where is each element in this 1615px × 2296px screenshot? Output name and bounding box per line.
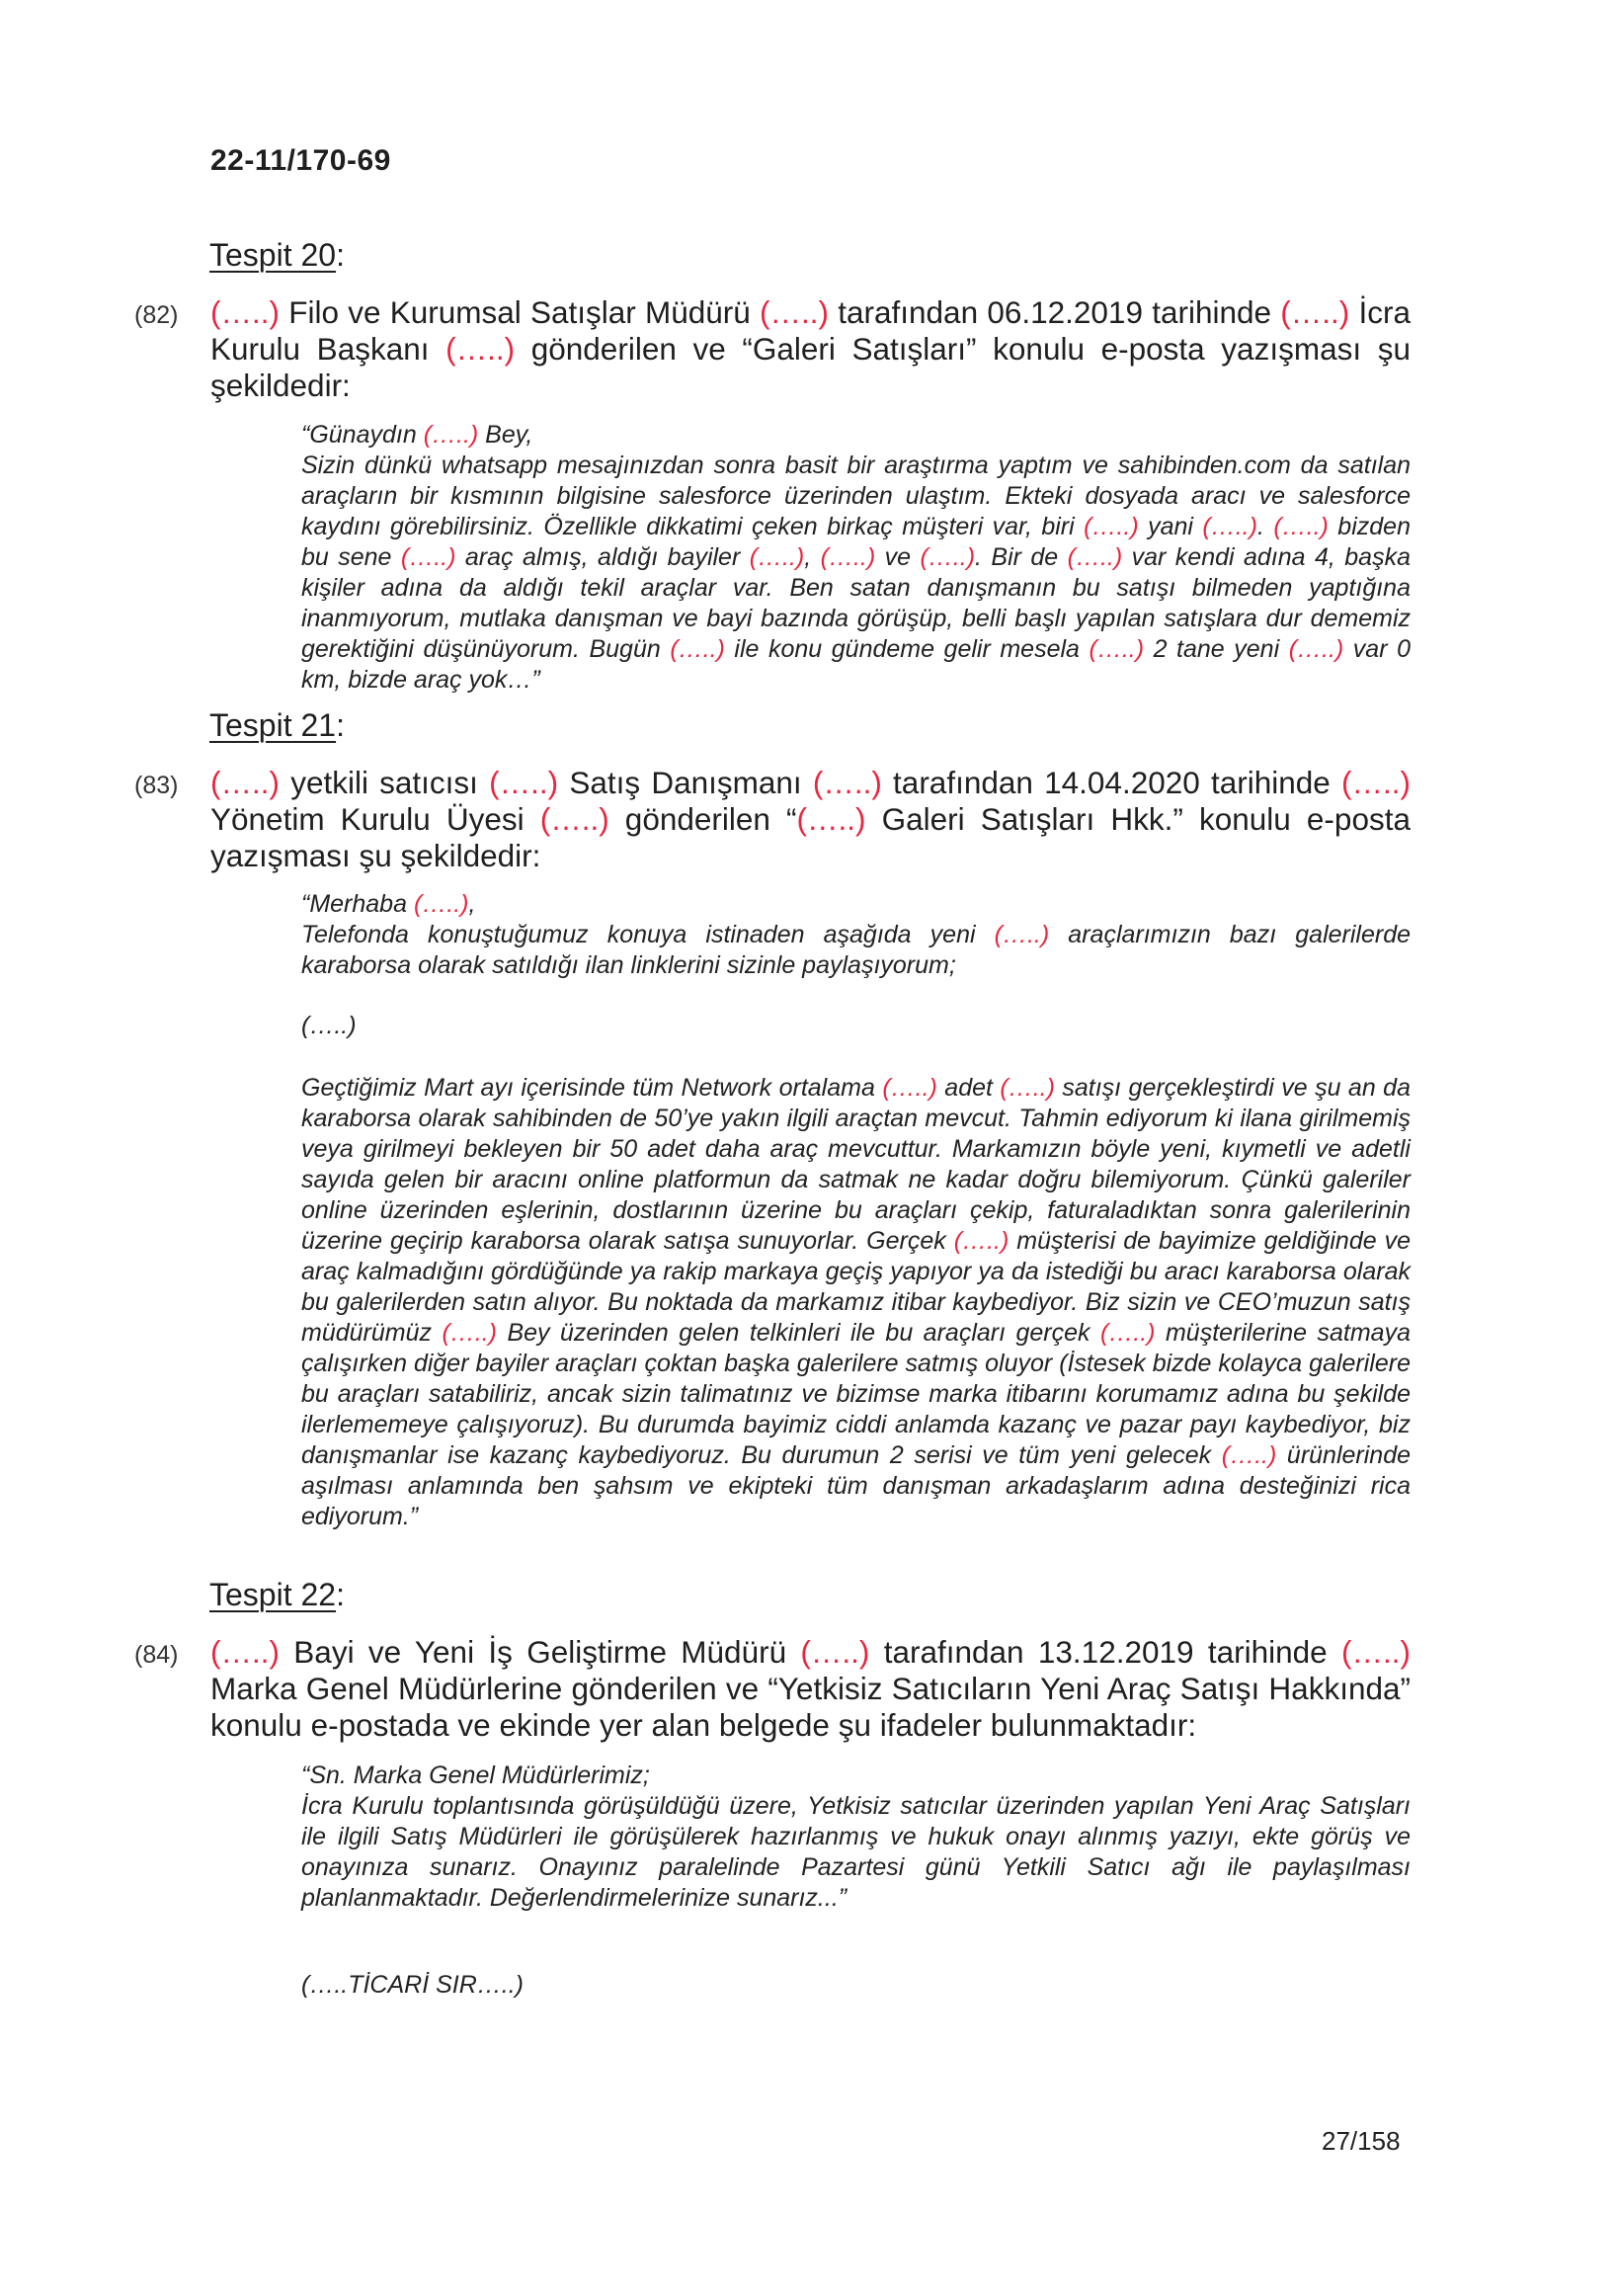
paragraph-text: tarafından 13.12.2019 tarihinde: [869, 1634, 1342, 1670]
quote-text: var kendi adına 4, başka kişiler adına da aldığı tekil araçlar var. Ben satan danışmanın bu satışı bilmeden yaptığına inanmıyorum, mutlaka danışman ve bayi bazında görüşüp, belli başlı yapılan satışlara dur dememiz gerektiğini düşünüyorum. Bugün: [301, 543, 1411, 663]
quote-text: .: [1256, 513, 1274, 540]
redaction: (…..): [400, 543, 456, 571]
paragraph-text: Satış Danışmanı: [558, 765, 813, 800]
email-quote-84: [301, 1761, 1411, 1914]
paragraph-83: [210, 765, 1411, 874]
redaction: (…..): [1067, 543, 1123, 571]
quote-text: ,: [804, 543, 821, 571]
redaction: (…..): [670, 635, 725, 663]
quote-line: [301, 889, 1411, 920]
quote-text: araçlarımızın bazı galerilerde karaborsa olarak satıldığı ilan linklerini sizinle paylaşıyorum;: [301, 921, 1411, 979]
quote-line: [301, 420, 1411, 451]
section-heading-tespit-20: Tespit 20:: [209, 237, 345, 273]
quote-text: ve: [875, 543, 921, 571]
quote-text: ürünlerinde aşılması anlamında ben şahsım ve ekipteki tüm danışman arkadaşlarım adına desteğinizi rica ediyorum.”: [301, 1441, 1411, 1530]
redaction: (…..): [445, 331, 516, 367]
redaction: (…..): [812, 765, 882, 800]
quote-text: Bey üzerinden gelen telkinleri ile bu araçları gerçek: [497, 1319, 1100, 1347]
redaction: (…..): [413, 890, 469, 918]
quote-text: bizden bu sene: [301, 513, 1411, 571]
redaction: (…..): [920, 543, 976, 571]
quote-text: araç almış, aldığı bayiler: [455, 543, 750, 571]
redaction: (…..): [1099, 1319, 1156, 1347]
redaction: (…..): [1221, 1441, 1277, 1469]
redaction: (…..): [994, 921, 1050, 948]
quote-text: Sizin dünkü whatsapp mesajınızdan sonra basit bir araştırma yaptım ve sahibinden.com da satılan araçların bir kısmının bilgisine salesforce üzerinden ulaştım. Ekteki dosyada aracı ve salesforce kaydını görebilirsiniz. Özellikle dikkatimi çeken birkaç müşteri var, biri: [301, 451, 1411, 540]
redaction: (…..): [796, 801, 866, 837]
email-quote-82: [301, 420, 1411, 696]
page-number: 27/158: [1322, 2126, 1401, 2156]
paragraph-text: İcra Kurulu Başkanı: [210, 294, 1411, 367]
paragraph-text: yetkili satıcısı: [279, 765, 490, 800]
email-quote-83-body: [301, 1073, 1411, 1532]
quote-text: Bey,: [478, 421, 533, 449]
redaction: (…..): [1341, 1634, 1412, 1670]
redaction: (…..): [1288, 635, 1344, 663]
quote-text: satışı gerçekleştirdi ve şu an da karaborsa olarak sahibinden de 50’ye yakın ilgili araçtan mevcut. Tahmin ediyorum ki ilana girilmemiş veya girilmeyi bekleyen bir 50 adet daha araç mevcuttur. Markamızın böyle yeni, kıymetli ve adetli sayıda gelen bir aracını online platformun da satmak ne kadar doğru bilemiyorum. Çünkü galeriler online üzerinden eşlerinin, dostlarının üzerine bu araçları çekip, faturaladıktan sonra galerilerinin üzerine geçirip karaborsa olarak satışa sunuyorlar. Gerçek: [301, 1074, 1411, 1255]
quote-text: . Bir de: [975, 543, 1068, 571]
paragraph-82: [210, 294, 1411, 404]
paragraph-text: Yönetim Kurulu Üyesi: [210, 801, 540, 837]
quote-text: müşterilerine satmaya çalışırken diğer bayiler araçları çoktan başka galerilere satmış oluyor (İstesek bizde kolayca galerilere bu araçları satabiliriz, ancak sizin talimatınız ve bizimse marka itibarını korumamız adına bu şekilde ilerlememeye çalışıyoruz). Bu durumda bayimiz ciddi anlamda kazanç ve pazar payı kaybediyor, biz danışmanlar ise kazanç kaybediyoruz. Bu durumun 2 serisi ve tüm yeni gelecek: [301, 1319, 1411, 1469]
redaction: (…..): [423, 421, 479, 449]
paragraph-number-82: (82): [134, 301, 179, 329]
section-title: Tespit 20: [209, 237, 337, 273]
quote-text: müşterisi de bayimize geldiğinde ve araç kalmadığını gördüğünde ya rakip markaya geçiş yapıyor ya da istediği bu aracı karaborsa olarak bu galerilerden satın alıyor. Bu noktada da markamız itibar kaybediyor. Biz sizin ve CEO’muzun satış müdürümüz: [301, 1227, 1411, 1347]
paragraph-text: Filo ve Kurumsal Satışlar Müdürü: [279, 294, 761, 330]
email-quote-83-intro: [301, 889, 1411, 981]
quote-text: ,: [468, 890, 476, 918]
paragraph-text: gönderilen “: [608, 801, 797, 837]
redaction: (…..): [210, 294, 280, 330]
redaction: (…..): [539, 801, 609, 837]
trade-secret-redaction: (…..TİCARİ SIR…..): [301, 1971, 524, 1999]
quote-text: İcra Kurulu toplantısında görüşüldüğü üzere, Yetkisiz satıcılar üzerinden yapılan Yeni Araç Satışları ile ilgili Satış Müdürleri ile görüşülerek hazırlanmış ve hukuk onayı alınmış yazıyı, ekte görüş ve onayınıza sunarız. Onayınız paralelinde Pazartesi günü Yetkili Satıcı ağı ile paylaşılması planlanmaktadır. Değerlendirmelerinize sunarız...”: [301, 1792, 1411, 1912]
quote-text: “Günaydın: [301, 421, 424, 449]
quote-text: 2 tane yeni: [1144, 635, 1289, 663]
paragraph-84: [210, 1634, 1411, 1744]
section-heading-tespit-21: Tespit 21:: [209, 707, 345, 743]
quote-text: var 0 km, bizde araç yok…”: [301, 635, 1411, 694]
redaction: (…..): [442, 1319, 497, 1347]
paragraph-text: gönderilen ve “Galeri Satışları” konulu e-posta yazışması şu şekildedir:: [210, 331, 1411, 403]
redaction: (…..): [882, 1074, 937, 1102]
redaction: (…..): [760, 294, 829, 330]
quote-text: yani: [1138, 513, 1203, 540]
section-heading-tespit-22: Tespit 22:: [209, 1577, 345, 1612]
redaction: (…..): [1280, 294, 1350, 330]
quote-text: Telefonda konuştuğumuz konuya istinaden aşağıda yeni: [301, 921, 995, 948]
paragraph-text: Marka Genel Müdürlerine gönderilen ve “Yetkisiz Satıcıların Yeni Araç Satışı Hakkında” konulu e-postada ve ekinde yer alan belgede şu ifadeler bulunmaktadır:: [210, 1671, 1411, 1743]
redaction: (…..): [749, 543, 805, 571]
redaction: (…..): [1273, 513, 1329, 540]
section-title: Tespit 22: [209, 1577, 337, 1612]
quote-text: Geçtiğimiz Mart ayı içerisinde tüm Network ortalama: [301, 1074, 883, 1102]
quote-line: “Sn. Marka Genel Müdürlerimiz;: [301, 1762, 650, 1789]
redaction: (…..): [210, 1634, 280, 1670]
section-title: Tespit 21: [209, 707, 337, 743]
redaction: (…..): [1084, 513, 1139, 540]
redaction: (…..): [489, 765, 559, 800]
redaction: (…..): [1341, 765, 1411, 800]
redaction: (…..): [820, 543, 876, 571]
paragraph-text: Galeri Satışları Hkk.” konulu e-posta yazışması şu şekildedir:: [210, 801, 1411, 873]
document-number: 22-11/170-69: [210, 144, 391, 177]
redaction: (…..): [301, 1012, 357, 1039]
quote-text: “Merhaba: [301, 890, 414, 918]
paragraph-text: Bayi ve Yeni İş Geliştirme Müdürü: [279, 1634, 801, 1670]
redaction: (…..): [800, 1634, 870, 1670]
quote-text: adet: [936, 1074, 1001, 1102]
quote-text: ile konu gündeme gelir mesela: [724, 635, 1090, 663]
redaction: (…..): [1089, 635, 1145, 663]
redaction: (…..): [1202, 513, 1257, 540]
paragraph-text: tarafından 06.12.2019 tarihinde: [829, 294, 1281, 330]
paragraph-number-84: (84): [134, 1641, 179, 1669]
paragraph-number-83: (83): [134, 772, 179, 799]
paragraph-text: tarafından 14.04.2020 tarihinde: [881, 765, 1342, 800]
redaction: (…..): [210, 765, 280, 800]
redaction: (…..): [953, 1227, 1009, 1255]
redaction: (…..): [1000, 1074, 1055, 1102]
